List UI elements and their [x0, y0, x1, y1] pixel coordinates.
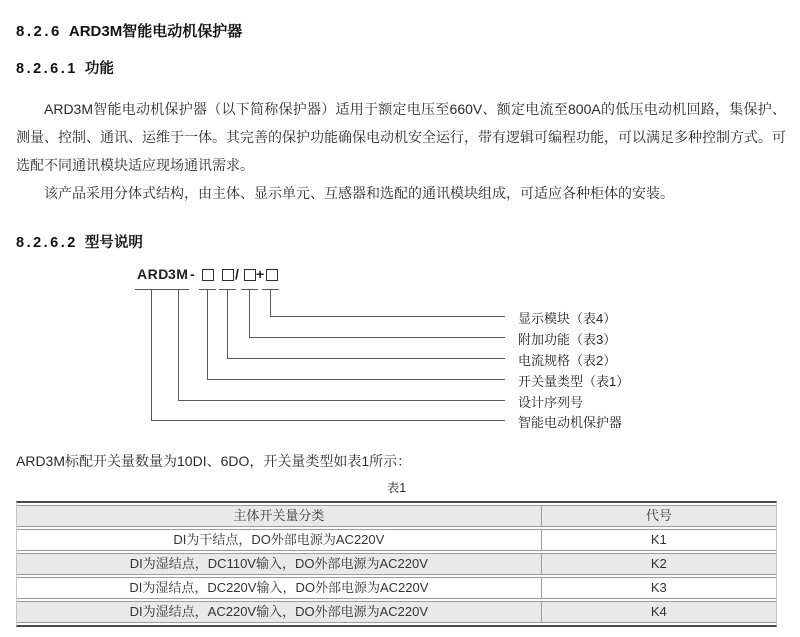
table-cell-code: K1 [541, 529, 776, 551]
table-cell-classification: DI为湿结点，DC110V输入，DO外部电源为AC220V [17, 553, 541, 575]
switch-type-table [16, 501, 777, 627]
model-placeholder-box [222, 269, 234, 281]
diagram-label-switch-type: 开关量类型（表1） [518, 374, 630, 389]
leader-line [270, 316, 505, 317]
connector-line [227, 289, 228, 358]
diagram-label-product-name: 智能电动机保护器 [518, 415, 623, 430]
diagram-label-design-serial: 设计序列号 [518, 395, 584, 410]
table-cell-classification: DI为湿结点，AC220V输入，DO外部电源为AC220V [17, 601, 541, 623]
leader-line [207, 379, 505, 380]
section-title: ARD3M智能电动机保护器 [68, 23, 243, 40]
table-row [17, 577, 776, 599]
table-cell-classification: DI为干结点，DO外部电源为AC220V [17, 529, 541, 551]
section-heading [16, 20, 786, 41]
subsection-title: 功能 [84, 61, 114, 77]
subsection-title: 型号说明 [84, 235, 143, 251]
table-cell-classification: DI为湿结点，DC220V输入，DO外部电源为AC220V [17, 577, 541, 599]
table-caption: 表1 [386, 481, 407, 495]
leader-line [178, 400, 505, 401]
subsection-heading-model [16, 231, 786, 252]
model-prefix: ARD [137, 266, 169, 282]
table-intro-text: ARD3M标配开关量数量为10DI、6DO，开关量类型如表1所示： [16, 453, 412, 469]
connector-line [207, 289, 208, 379]
table-cell-code: K3 [541, 577, 776, 599]
connector-line [151, 289, 152, 420]
model-series: 3M [168, 266, 189, 282]
diagram-label-display-module: 显示模块（表4） [518, 311, 617, 326]
table-header-code: 代号 [541, 505, 776, 527]
table-header-row [17, 505, 776, 527]
paragraph-function-2: 该产品采用分体式结构，由主体、显示单元、互感器和选配的通讯模块组成，可适应各种柜体的安装。 [44, 185, 674, 201]
table-cell-code: K2 [541, 553, 776, 575]
section-number: 8.2.6 [16, 23, 62, 40]
connector-line [178, 289, 179, 400]
paragraph-function-1: ARD3M智能电动机保护器（以下简称保护器）适用于额定电压至660V、额定电流至800A的低压电动机回路，集保护、测量、控制、通讯、运维于一体。其完善的保护功能确保电动机安全运行，带有逻辑可编程功能，可以满足多种控制方式。可选配不同通讯模块适应现场通讯需求。 [16, 101, 786, 173]
leader-line [249, 337, 505, 338]
model-slash: / [235, 266, 240, 282]
subsection-number: 8.2.6.2 [16, 235, 78, 251]
table-cell-code: K4 [541, 601, 776, 623]
connector-line [270, 289, 271, 316]
model-placeholder-box [202, 269, 214, 281]
table-row [17, 553, 776, 575]
subsection-number: 8.2.6.1 [16, 61, 78, 77]
model-placeholder-box [266, 269, 278, 281]
table-header-classification: 主体开关量分类 [17, 505, 541, 527]
diagram-label-extra-function: 附加功能（表3） [518, 332, 617, 347]
table-row [17, 601, 776, 623]
leader-line [151, 420, 505, 421]
model-number-diagram [16, 262, 786, 434]
model-dash: - [190, 266, 196, 282]
diagram-label-current-spec: 电流规格（表2） [518, 353, 617, 368]
subsection-heading-function [16, 57, 786, 78]
model-placeholder-box [244, 269, 256, 281]
model-plus: + [256, 266, 265, 282]
connector-line [249, 289, 250, 337]
leader-line [227, 358, 505, 359]
table-row [17, 529, 776, 551]
